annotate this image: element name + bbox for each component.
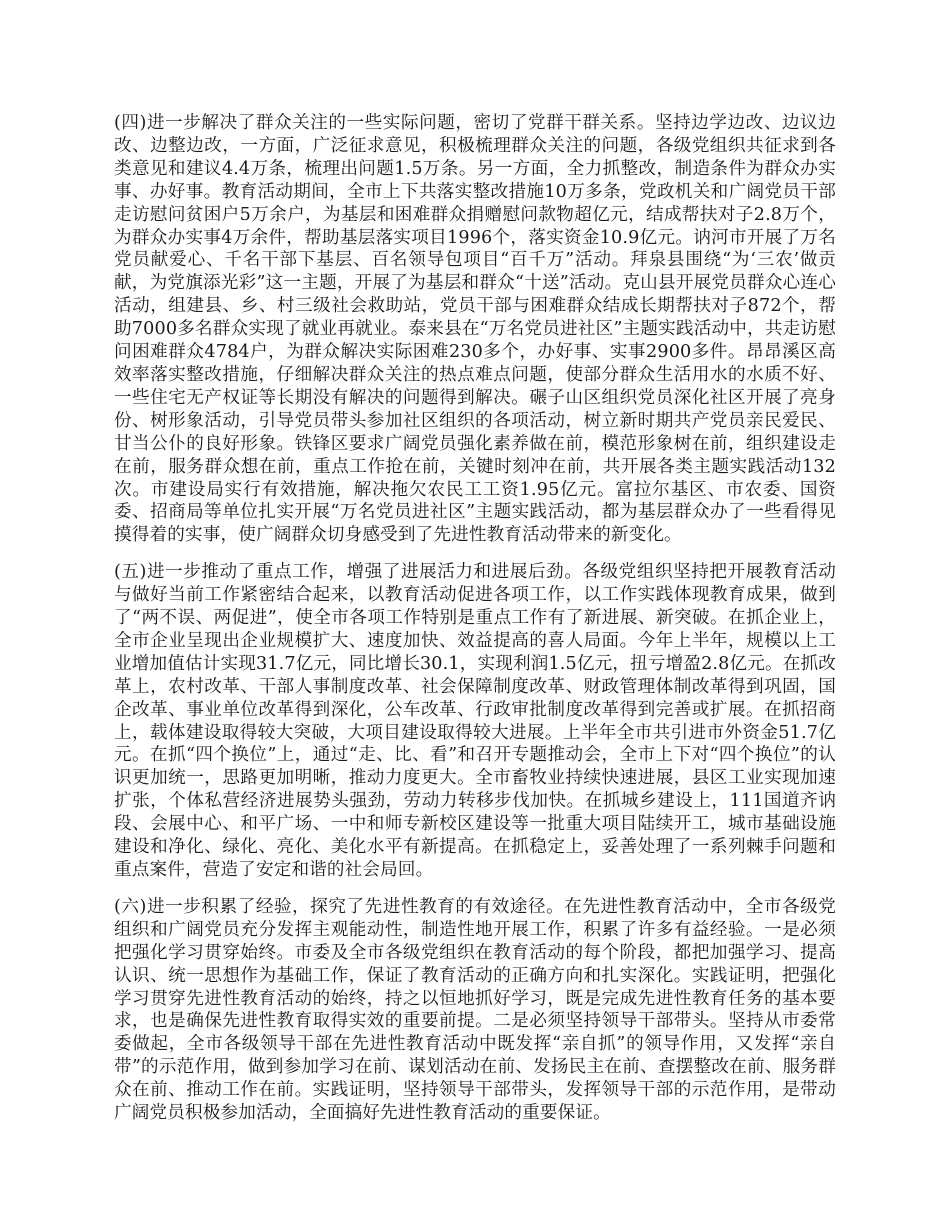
paragraph-five: (五)进一步推动了重点工作，增强了进展活力和进展后劲。各级党组织坚持把开展教育活动与做好当前工作紧密结合起来，以教育活动促进各项工作，以工作实践体现教育成果，做到了“两不误、两促进”，使全市各项工作特别是重点工作有了新进展、新突破。在抓企业上，全市企业呈现出企业规模扩大、速度加快、效益提高的喜人局面。今年上半年，规模以上工业增加值估计实现31.7亿元，同比增长30.1，实现利润1.5亿元，扭亏增盈2.8亿元。在抓改革上，农村改革、干部人事制度改革、社会保障制度改革、财政管理体制改革得到巩固，国企改革、事业单位改革得到深化，公车改革、行政审批制度改革得到完善或扩展。在抓招商上，载体建设取得较大突破，大项目建设取得较大进展。上半年全市共引进市外资金51.7亿元。在抓“四个换位”上，通过“走、比、看”和召开专题推动会，全市上下对“四个换位”的认识更加统一，思路更加明晰，推动力度更大。全市畜牧业持续快速进展，县区工业实现加速扩张，个体私营经济进展势头强劲，劳动力转移步伐加快。在抓城乡建设上，111国道齐讷段、会展中心、和平广场、一中和师专新校区建设等一批重大项目陆续开工，城市基础设施建设和净化、绿化、亮化、美化水平有新提高。在抓稳定上，妥善处理了一系列棘手问题和重点案件，营造了安定和谐的社会局回。 (114, 562, 836, 880)
document-body (114, 112, 836, 1139)
paragraph-six: (六)进一步积累了经验，探究了先进性教育的有效途径。在先进性教育活动中，全市各级党组织和广阔党员充分发挥主观能动性，制造性地开展工作，积累了许多有益经验。一是必须把强化学习贯穿始终。市委及全市各级党组织在教育活动的每个阶段，都把加强学习、提高认识、统一思想作为基础工作，保证了教育活动的正确方向和扎实深化。实践证明，把强化学习贯穿先进性教育活动的始终，持之以恒地抓好学习，既是完成先进性教育任务的基本要求，也是确保先进性教育取得实效的重要前提。二是必须坚持领导干部带头。坚持从市委常委做起，全市各级领导干部在先进性教育活动中既发挥“亲自抓”的领导作用，又发挥“亲自带”的示范作用，做到参加学习在前、谋划活动在前、发扬民主在前、查摆整改在前、服务群众在前、推动工作在前。实践证明，坚持领导干部带头，发挥领导干部的示范作用，是带动广阔党员积极参加活动，全面搞好先进性教育活动的重要保证。 (114, 896, 836, 1124)
paragraph-four: (四)进一步解决了群众关注的一些实际问题，密切了党群干群关系。坚持边学边改、边议边改、边整边改，一方面，广泛征求意见，积极梳理群众关注的问题，各级党组织共征求到各类意见和建议4.4万条，梳理出问题1.5万条。另一方面，全力抓整改，制造条件为群众办实事、办好事。教育活动期间，全市上下共落实整改措施10万多条，党政机关和广阔党员干部走访慰问贫困户5万余户，为基层和困难群众捐赠慰问款物超亿元，结成帮扶对子2.8万个，为群众办实事4万余件，帮助基层落实项目1996个，落实资金10.9亿元。讷河市开展了万名党员献爱心、千名干部下基层、百名领导包项目“百千万”活动。拜泉县围绕“为‘三农’做贡献，为党旗添光彩”这一主题，开展了为基层和群众“十送”活动。克山县开展党员群众心连心活动，组建县、乡、村三级社会救助站，党员干部与困难群众结成长期帮扶对子872个，帮助7000多名群众实现了就业再就业。泰来县在“万名党员进社区”主题实践活动中，共走访慰问困难群众4784户，为群众解决实际困难230多个，办好事、实事2900多件。昂昂溪区高效率落实整改措施，仔细解决群众关注的热点难点问题，使部分群众生活用水的水质不好、一些住宅无产权证等长期没有解决的问题得到解决。碾子山区组织党员深化社区开展了亮身份、树形象活动，引导党员带头参加社区组织的各项活动，树立新时期共产党员亲民爱民、甘当公仆的良好形象。铁锋区要求广阔党员强化素养做在前，模范形象树在前，组织建设走在前，服务群众想在前，重点工作抢在前，关键时刻冲在前，共开展各类主题实践活动132次。市建设局实行有效措施，解决拖欠农民工工资1.95亿元。富拉尔基区、市农委、国资委、招商局等单位扎实开展“万名党员进社区”主题实践活动，都为基层群众办了一些看得见摸得着的实事，使广阔群众切身感受到了先进性教育活动带来的新变化。 (114, 113, 836, 546)
